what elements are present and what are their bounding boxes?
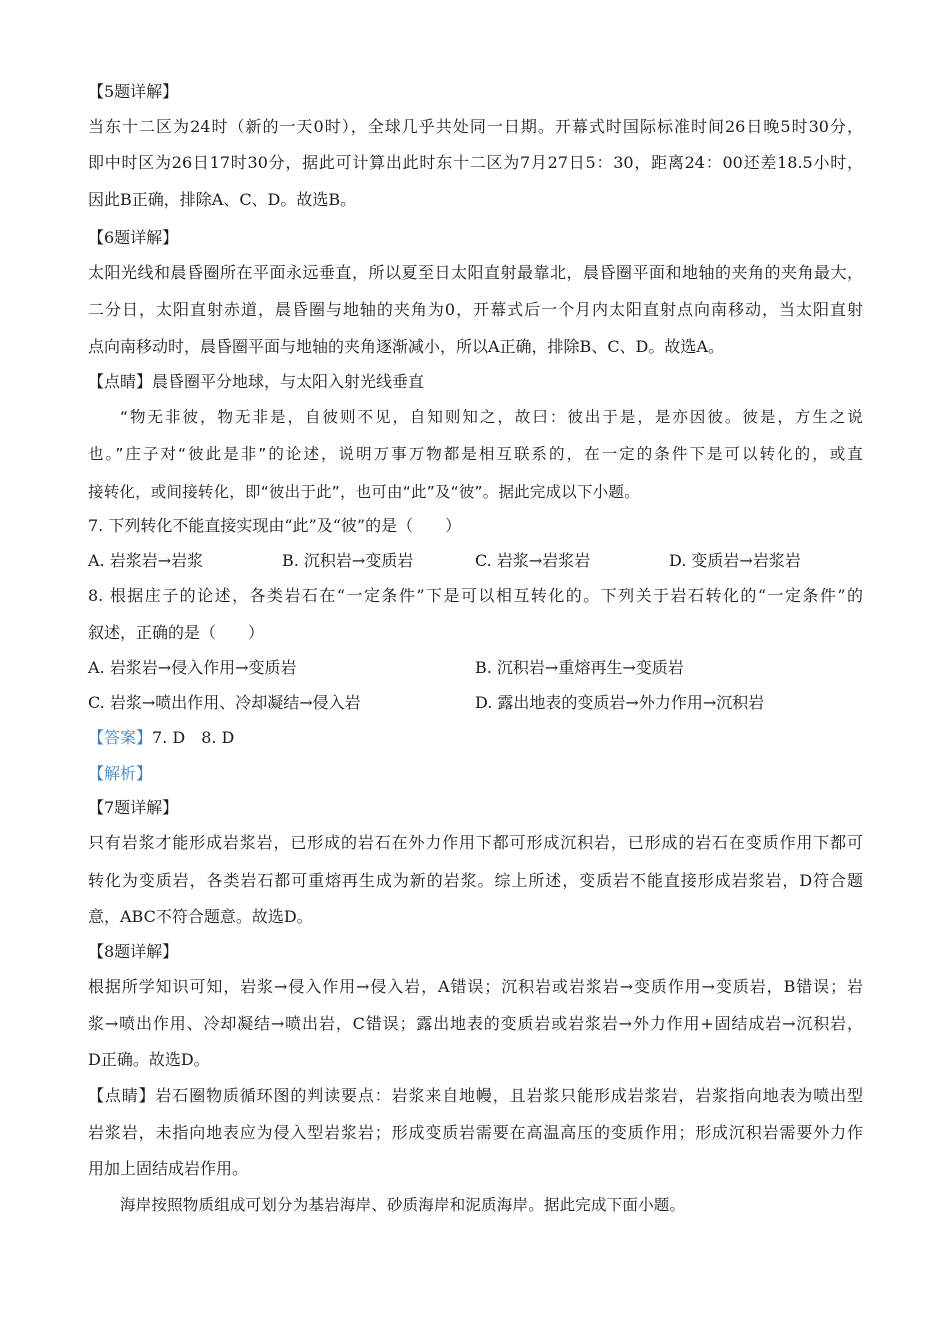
passage1-line-1: “物无非彼，物无非是，自彼则不见，自知则知之，故曰：彼出于是，是亦因彼。彼是，方生之说 (120, 408, 863, 426)
answer-line (88, 728, 234, 748)
q7-option-a: A. 岩浆岩→岩浆 (88, 551, 204, 570)
q7-option-c: C. 岩浆→岩浆岩 (475, 551, 591, 570)
q6-line-1: 太阳光线和晨昏圈所在平面永远垂直，所以夏至日太阳直射最靠北，晨昏圈平面和地轴的夹角的夹角最大， (88, 263, 863, 282)
passage2-text: 海岸按照物质组成可划分为基岩海岸、砂质海岸和泥质海岸。据此完成下面小题。 (120, 1196, 686, 1214)
q7-detail-line-3: 意，ABC不符合题意。故选D。 (88, 907, 313, 926)
q6-line-3: 点向南移动时，晨昏圈平面与地轴的夹角逐渐减小，所以A正确，排除B、C、D。故选A。 (88, 337, 724, 356)
q8-stem-line-2: 叙述，正确的是（ ） (88, 623, 265, 642)
q7-option-b: B. 沉积岩→变质岩 (282, 551, 414, 570)
q7-detail-line-2: 转化为变质岩，各类岩石都可重熔再生成为新的岩浆。综上所述，变质岩不能直接形成岩浆岩，D符合题 (88, 871, 863, 890)
q8-option-a: A. 岩浆岩→侵入作用→变质岩 (88, 658, 297, 677)
passage1-line-2: 也。”庄子对“彼此是非”的论述，说明万事万物都是相互联系的，在一定的条件下是可以转化的，或直 (88, 445, 863, 463)
analysis-label: 【解析】 (88, 764, 153, 783)
q8-detail-line-2: 浆→喷出作用、冷却凝结→喷出岩，C错误；露出地表的变质岩或岩浆岩→外力作用+固结成岩→沉积岩， (88, 1014, 863, 1033)
q5-line-3: 因此B正确，排除A、C、D。故选B。 (88, 190, 357, 209)
q8-stem-line-1: 8. 根据庄子的论述，各类岩石在“一定条件”下是可以相互转化的。下列关于岩石转化的“一定条件”的 (88, 586, 863, 605)
answer-label: 【答案】 (88, 728, 153, 747)
q5-line-2: 即中时区为26日17时30分，据此可计算出此时东十二区为7月27日5：30，距离24：00还差18.5小时， (88, 153, 863, 172)
q7-detail-line-1: 只有岩浆才能形成岩浆岩，已形成的岩石在外力作用下都可形成沉积岩，已形成的岩石在变质作用下都可 (88, 833, 863, 852)
q6-line-2: 二分日，太阳直射赤道，晨昏圈与地轴的夹角为0，开幕式后一个月内太阳直射点向南移动，当太阳直射 (88, 300, 863, 319)
note2-line-3: 用加上固结成岩作用。 (88, 1159, 249, 1178)
q5-line-1: 当东十二区为24时（新的一天0时），全球几乎共处同一日期。开幕式时国际标准时间26日晚5时30分， (88, 117, 863, 136)
q5-heading: 【5题详解】 (88, 82, 179, 101)
answer-text: 7. D 8. D (152, 728, 235, 747)
note2-line-2: 岩浆岩，未指向地表应为侵入型岩浆岩；形成变质岩需要在高温高压的变质作用；形成沉积岩需要外力作 (88, 1123, 863, 1142)
passage1-line-3: 接转化，或间接转化，即“彼出于此”，也可由“此”及“彼”。据此完成以下小题。 (88, 483, 640, 501)
q8-option-b: B. 沉积岩→重熔再生→变质岩 (475, 658, 684, 677)
q7-option-d: D. 变质岩→岩浆岩 (669, 551, 801, 570)
q6-heading: 【6题详解】 (88, 228, 179, 247)
q8-option-d: D. 露出地表的变质岩→外力作用→沉积岩 (475, 693, 765, 712)
q8-detail-line-1: 根据所学知识可知，岩浆→侵入作用→侵入岩，A错误；沉积岩或岩浆岩→变质作用→变质岩，B错误；岩 (88, 977, 863, 996)
q8-option-c: C. 岩浆→喷出作用、冷却凝结→侵入岩 (88, 693, 361, 712)
q6-note: 【点睛】晨昏圈平分地球，与太阳入射光线垂直 (88, 372, 425, 391)
q7-stem: 7. 下列转化不能直接实现由“此”及“彼”的是（ ） (88, 516, 462, 535)
q8-detail-heading: 【8题详解】 (88, 942, 179, 961)
q7-detail-heading: 【7题详解】 (88, 798, 179, 817)
q8-detail-line-3: D正确。故选D。 (88, 1050, 210, 1069)
note2-line-1: 【点睛】岩石圈物质循环图的判读要点：岩浆来自地幔，且岩浆只能形成岩浆岩，岩浆指向地表为喷出型 (88, 1086, 863, 1105)
